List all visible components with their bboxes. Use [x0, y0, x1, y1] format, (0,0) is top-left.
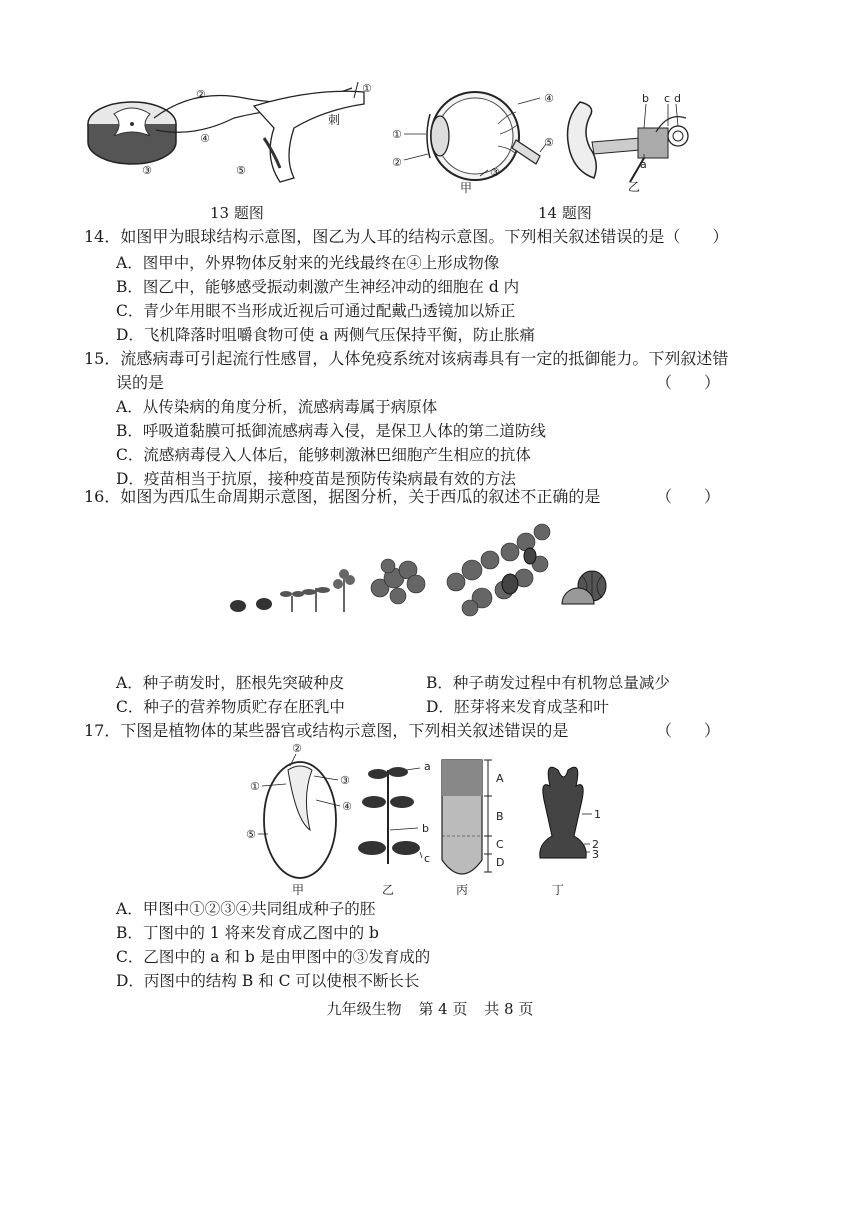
- q15-option-c: C．流感病毒侵入人体后，能够刺激淋巴细胞产生相应的抗体: [116, 446, 531, 464]
- fig14-ear-name: 乙: [628, 180, 641, 194]
- q16-option-a: A．种子萌发时，胚根先突破种皮: [116, 674, 345, 692]
- fig14-eye-label-4: ④: [544, 92, 554, 105]
- q15-option-d: D．疫苗相当于抗原，接种疫苗是预防传染病最有效的方法: [116, 470, 516, 488]
- figure-14-eye: [390, 84, 560, 194]
- q14-option-c: C．青少年用眼不当形成近视后可通过配戴凸透镜加以矫正: [116, 302, 516, 320]
- q15-option-b: B．呼吸道黏膜可抵御流感病毒入侵，是保卫人体的第二道防线: [116, 422, 546, 440]
- fig14-eye-name: 甲: [460, 181, 473, 195]
- fig14-eye-label-1: ①: [392, 128, 402, 141]
- q15-stem-line2: 误的是: [116, 373, 165, 392]
- fig17-root-label-b: B: [496, 810, 504, 823]
- fig17-root-label-d: D: [496, 856, 505, 869]
- fig17-embryo-label-2: 2: [592, 838, 599, 851]
- q17-option-d: D．丙图中的结构 B 和 C 可以使根不断长长: [116, 972, 420, 990]
- fig14-eye-label-2: ②: [392, 156, 402, 169]
- fig17-name-jia: 甲: [292, 883, 305, 897]
- fig14-ear-label-d: d: [674, 92, 681, 105]
- figure-17-plant-structures: [240, 740, 620, 900]
- footer-page-number: 第 4 页: [418, 1000, 468, 1018]
- q14-option-d: D．飞机降落时咀嚼食物可使 a 两侧气压保持平衡，防止胀痛: [116, 326, 536, 344]
- figure-14-caption: 14 题图: [538, 204, 592, 222]
- page-footer: [0, 998, 860, 1019]
- footer-total-pages: 共 8 页: [484, 1000, 534, 1018]
- fig14-ear-label-a: a: [640, 158, 647, 171]
- fig17-seed-label-2: ②: [292, 742, 302, 755]
- fig13-sting-label: 刺: [328, 113, 341, 127]
- q17-option-b: B．丁图中的 1 将来发育成乙图中的 b: [116, 924, 379, 942]
- fig17-plant-label-c: c: [424, 852, 431, 865]
- fig17-seed-label-5: ⑤: [246, 828, 256, 841]
- fig17-plant-label-b: b: [422, 822, 429, 835]
- q16-answer-paren: （ ）: [656, 487, 721, 506]
- fig17-seed-label-3: ③: [340, 774, 350, 787]
- fig14-eye-label-5: ⑤: [544, 136, 554, 149]
- fig17-root-label-c: C: [496, 838, 504, 851]
- fig13-label-2: ②: [196, 88, 206, 101]
- fig13-label-3: ③: [142, 164, 152, 177]
- footer-subject: 九年级生物: [326, 1000, 402, 1018]
- fig13-label-5: ⑤: [236, 164, 246, 177]
- q17-option-a: A．甲图中①②③④共同组成种子的胚: [116, 900, 376, 918]
- fig17-name-yi: 乙: [382, 883, 395, 897]
- q16-stem: 16．如图为西瓜生命周期示意图，据图分析，关于西瓜的叙述不正确的是: [84, 487, 601, 506]
- fig17-name-bing: 丙: [456, 883, 469, 897]
- q15-option-a: A．从传染病的角度分析，流感病毒属于病原体: [116, 398, 438, 416]
- fig17-seed-label-1: ①: [250, 780, 260, 793]
- fig17-embryo-label-1: 1: [594, 808, 601, 821]
- q17-option-c: C．乙图中的 a 和 b 是由甲图中的③发育成的: [116, 948, 431, 966]
- q16-option-d: D．胚芽将来发育成茎和叶: [426, 698, 609, 716]
- fig17-plant-label-a: a: [424, 760, 431, 773]
- fig17-root-label-a: A: [496, 772, 504, 785]
- q17-stem: 17．下图是植物体的某些器官或结构示意图，下列相关叙述错误的是: [84, 721, 569, 740]
- fig17-embryo-label-3: 3: [592, 848, 599, 861]
- fig14-eye-label-3: ③: [490, 166, 500, 179]
- figure-16-watermelon-lifecycle: [220, 512, 620, 632]
- q14-option-a: A．图甲中，外界物体反射来的光线最终在④上形成物像: [116, 254, 500, 272]
- fig14-ear-label-b: b: [642, 92, 649, 105]
- q17-answer-paren: （ ）: [656, 721, 721, 740]
- fig17-seed-label-4: ④: [342, 800, 352, 813]
- figure-14-ear: [560, 92, 700, 192]
- q16-option-b: B．种子萌发过程中有机物总量减少: [426, 674, 670, 692]
- fig13-label-1: ①: [362, 82, 372, 95]
- fig13-label-4: ④: [200, 132, 210, 145]
- q14-option-b: B．图乙中，能够感受振动刺激产生神经冲动的细胞在 d 内: [116, 278, 520, 296]
- figure-13-caption: 13 题图: [210, 204, 264, 222]
- q15-stem-line1: 15．流感病毒可引起流行性感冒，人体免疫系统对该病毒具有一定的抵御能力。下列叙述错: [84, 349, 729, 368]
- fig17-name-ding: 丁: [552, 883, 565, 897]
- q15-answer-paren: （ ）: [656, 373, 721, 392]
- q14-stem: 14．如图甲为眼球结构示意图，图乙为人耳的结构示意图。下列相关叙述错误的是（ ）: [84, 227, 729, 246]
- q16-option-c: C．种子的营养物质贮存在胚乳中: [116, 698, 345, 716]
- fig14-ear-label-c: c: [664, 92, 671, 105]
- figure-13-reflex-arc: [84, 78, 384, 188]
